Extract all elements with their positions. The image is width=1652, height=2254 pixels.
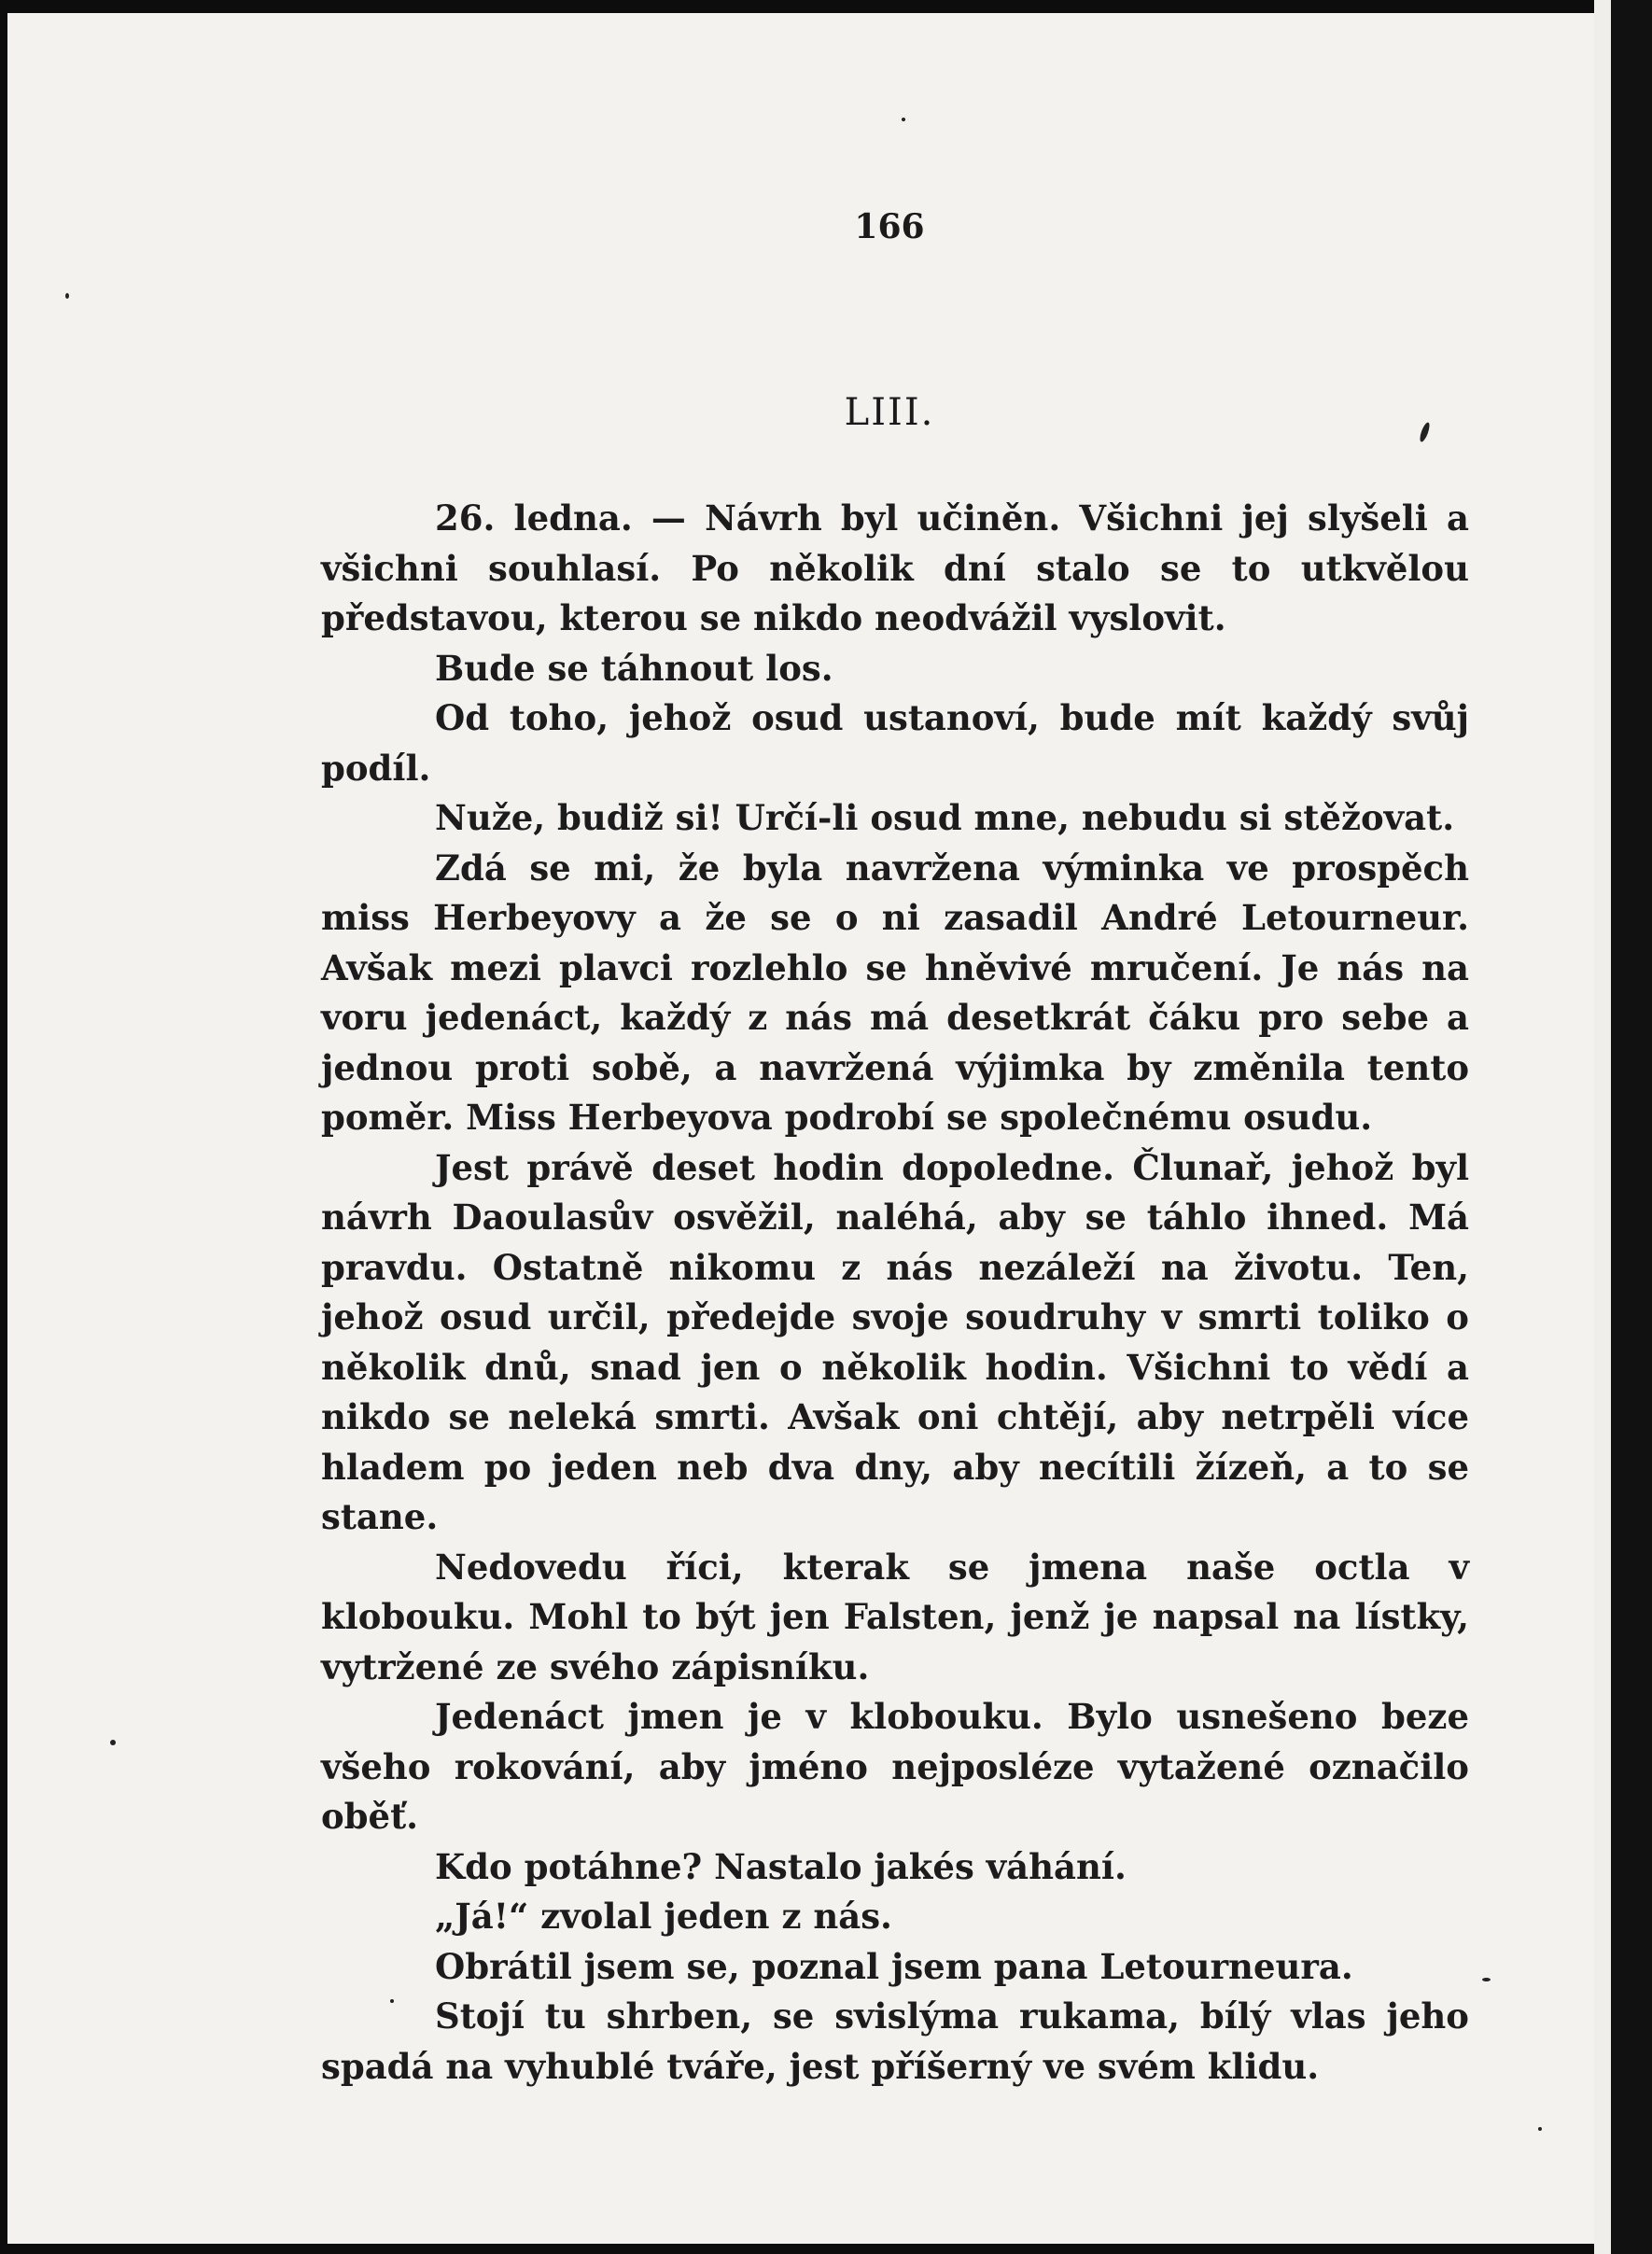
body-text — [321, 494, 1469, 2092]
page-number: 166 — [854, 207, 925, 246]
paragraph: Stojí tu shrben, se svislýma rukama, bílý vlas jeho spadá na vyhublé tváře, jest příšerný ve svém klidu. — [321, 1995, 1469, 2087]
chapter-heading: LIII. — [844, 391, 935, 434]
dust-speck — [1482, 1978, 1491, 1981]
dust-speck — [902, 118, 905, 121]
paragraph: 26. ledna. — Návrh byl učiněn. Všichni jej slyšeli a všichni souhlasí. Po několik dní stalo se to utkvělou představou, kterou se nikdo neodvážil vyslovit. — [321, 497, 1469, 638]
paragraph: „Já!“ zvolal jeden z nás. — [435, 1896, 892, 1937]
book-page — [7, 13, 1594, 2244]
dust-speck — [110, 1740, 116, 1745]
dust-speck — [1538, 2127, 1542, 2131]
paragraph: Kdo potáhne? Nastalo jakés váhání. — [435, 1845, 1127, 1887]
paragraph: Od toho, jehož osud ustanoví, bude mít každý svůj podíl. — [321, 697, 1469, 789]
page-edge-strip — [1594, 0, 1611, 2254]
paragraph: Bude se táhnout los. — [435, 647, 833, 689]
dust-speck — [390, 1999, 394, 2003]
paragraph: Obrátil jsem se, poznal jsem pana Letourneura. — [435, 1945, 1353, 1987]
dust-speck — [65, 293, 69, 299]
paragraph: Jest právě deset hodin dopoledne. Člunař, jehož byl návrh Daoulasův osvěžil, naléhá, aby se táhlo ihned. Má pravdu. Ostatně nikomu z nás nezáleží na životu. Ten, jehož osud určil, předejde svoje soudruhy v smrti toliko o několik dnů, snad jen o několik hodin. Všichni to vědí a nikdo se neleká smrti. Avšak oni chtějí, aby netrpěli více hladem po jeden neb dva dny, aby necítili žízeň, a to se stane. — [321, 1146, 1469, 1537]
paragraph: Zdá se mi, že byla navržena výminka ve prospěch miss Herbeyovy a že se o ni zasadil André Letourneur. Avšak mezi plavci rozlehlo se hněvivé mručení. Je nás na voru jedenáct, každý z nás má desetkrát čáku pro sebe a jednou proti sobě, a navržená výjimka by změnila tento poměr. Miss Herbeyova podrobí se společnému osudu. — [321, 847, 1469, 1138]
paragraph: Nedovedu říci, kterak se jmena naše octla v klobouku. Mohl to být jen Falsten, jenž je napsal na lístky, vytržené ze svého zápisníku. — [321, 1546, 1469, 1687]
scan-border — [1611, 0, 1652, 2254]
paragraph: Jedenáct jmen je v klobouku. Bylo usnešeno beze všeho rokování, aby jméno nejposléze vytažené označilo oběť. — [321, 1696, 1469, 1837]
paragraph: Nuže, budiž si! Určí-li osud mne, nebudu si stěžovat. — [435, 797, 1455, 838]
